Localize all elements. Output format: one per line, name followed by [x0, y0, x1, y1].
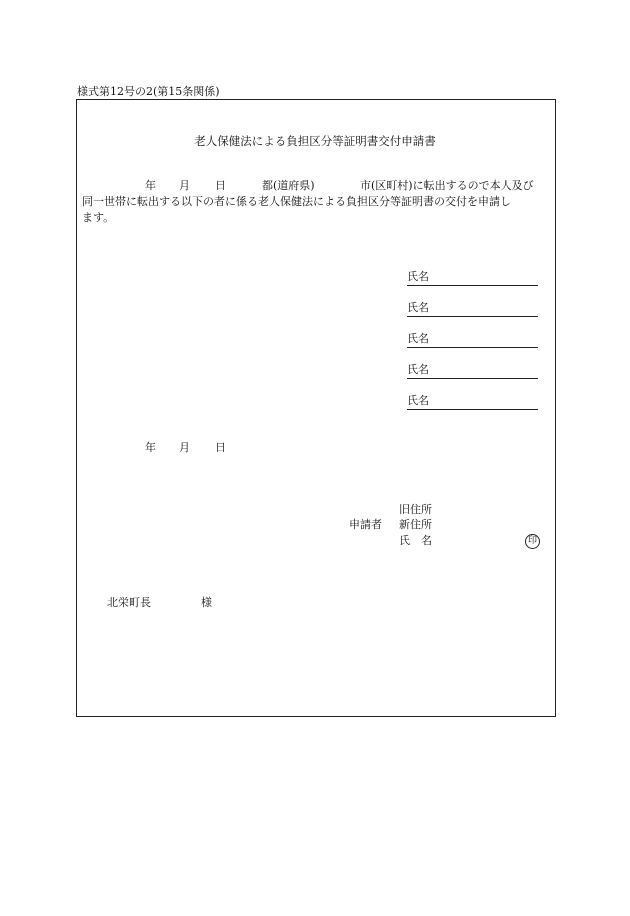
blank-day: 日 [215, 179, 226, 192]
date-day: 日 [215, 441, 226, 454]
old-address-label: 旧住所 [399, 503, 432, 516]
body-line-2: 同一世帯に転出する以下の者に係る老人保健法による負担区分等証明書の交付を申請し [82, 195, 511, 208]
signature-line-4[interactable]: 氏名 [407, 363, 538, 379]
signature-line-3[interactable]: 氏名 [407, 332, 538, 348]
blank-year: 年 [145, 179, 156, 192]
addressee-honorific: 様 [201, 596, 212, 609]
signature-line-2[interactable]: 氏名 [407, 301, 538, 317]
signature-line-5[interactable]: 氏名 [407, 394, 538, 410]
body-line-3: ます。 [82, 211, 115, 224]
blank-city: 市(区町村)に転出するので本人及び [360, 179, 534, 192]
form-title: 老人保健法による負担区分等証明書交付申請書 [194, 134, 436, 148]
date-year: 年 [145, 441, 156, 454]
form-number-label: 様式第12号の2(第15条関係) [77, 85, 220, 98]
signature-line-1[interactable]: 氏名 [407, 270, 538, 286]
body-line-1 [82, 178, 552, 194]
applicant-label: 申請者 [349, 518, 382, 531]
seal-mark: 印 [525, 534, 540, 549]
blank-prefecture: 都(道府県) [262, 179, 315, 192]
blank-month: 月 [179, 179, 190, 192]
new-address-label: 新住所 [399, 518, 432, 531]
application-text [82, 178, 552, 226]
date-month: 月 [179, 441, 190, 454]
addressee-name: 北栄町長 [107, 596, 151, 609]
name-label: 氏 名 [399, 534, 432, 547]
